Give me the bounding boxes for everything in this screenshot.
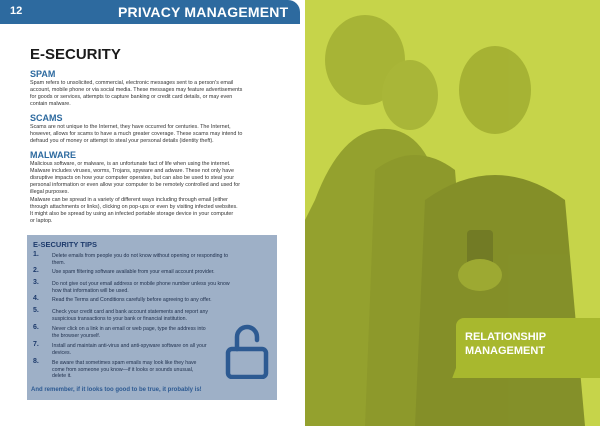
- tip-text: Never click on a link in an email or web page, type the address into the browser yourself.: [52, 326, 206, 339]
- text-line: Malicious software, or malware, is an unfortunate fact of life when using the internet.: [30, 161, 231, 167]
- text-line: contain malware.: [30, 101, 71, 107]
- tip-number: 3.: [33, 279, 39, 286]
- tip-number: 6.: [33, 324, 39, 331]
- tips-footer: And remember, if it looks too good to be true, it probably is!: [31, 387, 202, 393]
- tip-text: Delete emails from people you do not know without opening or responding to them.: [52, 253, 229, 266]
- page-number: 12: [10, 5, 23, 17]
- text-line: disruptive impacts on how your computer operates, but can also be used to steal your: [30, 175, 235, 181]
- tip-number: 5.: [33, 307, 39, 314]
- tips-box: [27, 235, 277, 400]
- text-line: through attachments or links), clicking on pop-ups or even by visiting infected websites.: [30, 204, 238, 210]
- tip-item: [33, 309, 273, 322]
- text-line: Scams are not unique to the Internet, they have occurred for centuries. The Internet,: [30, 124, 231, 130]
- section-body-spam: [30, 80, 275, 108]
- tip-item: [33, 281, 273, 294]
- text-line: personal information or even allow your computer to be remotely controlled and used for: [30, 182, 241, 188]
- section-title-scams: SCAMS: [30, 113, 63, 123]
- section-title-spam: SPAM: [30, 69, 56, 79]
- tip-number: 7.: [33, 341, 39, 348]
- text-line: Malware includes viruses, worms, Trojans, spyware and adware. These not only have: [30, 168, 234, 174]
- tip-text: Be aware that sometimes spam emails may look like they have come from someone you know—if it looks or sounds unusual, delete it.: [52, 360, 197, 380]
- text-line: Spam refers to unsolicited, commercial, electronic messages sent to a person's email: [30, 80, 234, 86]
- text-line: defraud you of money or attempt to steal your personal details (identity theft).: [30, 138, 214, 144]
- tip-text: Do not give out your email address or mobile phone number unless you know how that information will be used.: [52, 281, 230, 294]
- relationship-management-label: RELATIONSHIP MANAGEMENT: [465, 331, 546, 357]
- page-header-title: PRIVACY MANAGEMENT: [118, 4, 289, 20]
- text-line: or laptop.: [30, 218, 53, 224]
- section-body-scams: [30, 124, 275, 145]
- tip-item: [33, 269, 273, 276]
- tips-title: E-SECURITY TIPS: [33, 240, 98, 249]
- text-line: however, allows for scams to have a much greater coverage. These scams may intend to: [30, 131, 243, 137]
- tip-number: 4.: [33, 295, 39, 302]
- tip-number: 8.: [33, 358, 39, 365]
- section-body-malware: [30, 161, 275, 225]
- text-line: Malware can be spread in a variety of different ways including through email (either: [30, 197, 228, 203]
- padlock-icon: [225, 323, 269, 379]
- tip-text: Use spam filtering software available from your email account provider.: [52, 269, 215, 275]
- tip-text: Install and maintain anti-virus and anti-spyware software on all your devices.: [52, 343, 207, 356]
- text-line: illegal purposes.: [30, 189, 69, 195]
- photo-panel: [305, 0, 600, 426]
- section-title-malware: MALWARE: [30, 150, 76, 160]
- tip-text: Read the Terms and Conditions carefully before agreeing to any offer.: [52, 297, 212, 303]
- tip-number: 1.: [33, 251, 39, 258]
- text-line: for goods or services, attempts to capture banking or credit card details, or may even: [30, 94, 233, 100]
- text-line: account, mobile phone or via social media. These messages may feature advertisements: [30, 87, 243, 93]
- page-title: E-SECURITY: [30, 46, 121, 63]
- header-bar: [0, 0, 300, 24]
- tip-item: [33, 253, 273, 266]
- tip-item: [33, 297, 273, 304]
- text-line: It might also be spread by using an infected portable storage device in your computer: [30, 211, 234, 217]
- tip-text: Check your credit card and bank account statements and report any suspicious transactions to your bank or financial institution.: [52, 309, 208, 322]
- tip-number: 2.: [33, 267, 39, 274]
